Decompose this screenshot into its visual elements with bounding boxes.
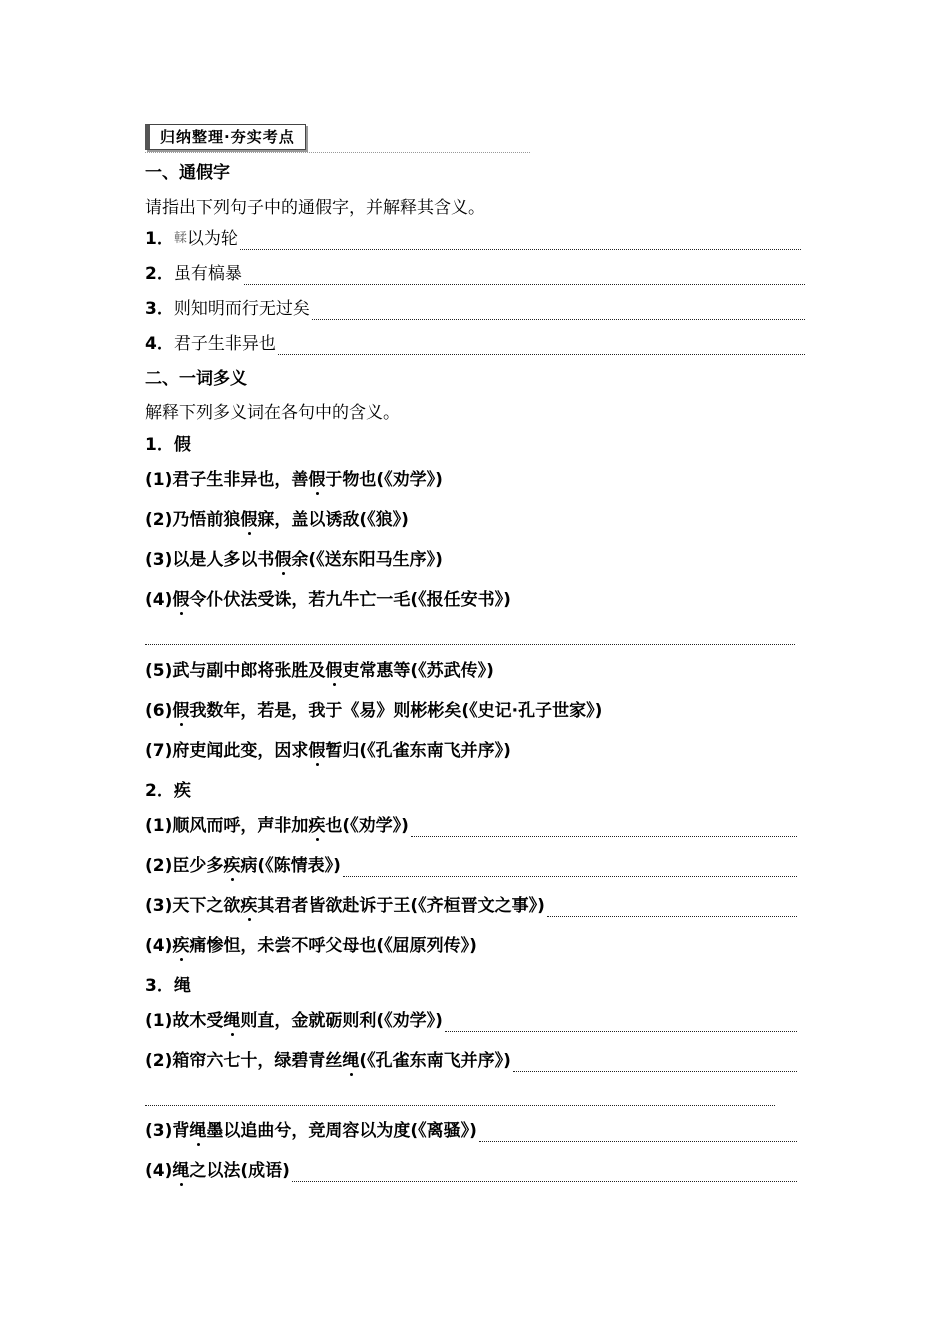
question-line: 3． 则知明而行无过矣 bbox=[145, 298, 805, 320]
sentence-item: (5)武与副中郎将张胜及 假 吏常惠等(《苏武传》) bbox=[145, 661, 494, 681]
word-group-title: 1．假 bbox=[145, 435, 191, 455]
key-word: 疾 bbox=[240, 896, 258, 916]
key-word: 疾 bbox=[308, 816, 326, 836]
key-word: 绳 bbox=[172, 1161, 190, 1181]
section-heading-tongjiazi: 一、通假字 bbox=[145, 163, 230, 183]
answer-blank[interactable] bbox=[343, 862, 797, 877]
answer-blank[interactable] bbox=[513, 1057, 797, 1072]
answer-blank[interactable] bbox=[312, 305, 805, 320]
key-word: 假 bbox=[274, 550, 292, 570]
section-heading-yiciduoyi: 二、一词多义 bbox=[145, 369, 247, 389]
instruction-yiciduoyi: 解释下列多义词在各句中的含义。 bbox=[145, 403, 400, 423]
sentence-item: (6) 假 我数年，若是，我于《易》则彬彬矣(《史记·孔子世家》) bbox=[145, 701, 603, 721]
answer-blank[interactable] bbox=[240, 235, 801, 250]
key-word: 假 bbox=[325, 661, 343, 681]
key-word: 假 bbox=[308, 741, 326, 761]
sentence-item: (3)以是人多以书 假 余(《送东阳马生序》) bbox=[145, 550, 443, 570]
key-word: 绳 bbox=[223, 1011, 241, 1031]
answer-blank[interactable] bbox=[445, 1017, 797, 1032]
sentence-item: (1)故木受 绳 则直，金就砺则利(《劝学》) bbox=[145, 1010, 797, 1032]
answer-blank[interactable] bbox=[411, 822, 797, 837]
sentence-item: (1)顺风而呼，声非加 疾 也(《劝学》) bbox=[145, 815, 797, 837]
question-line: 2． 虽有槁暴 bbox=[145, 263, 805, 285]
question-line: 4． 君子生非异也 bbox=[145, 333, 805, 355]
key-word: 绳 bbox=[342, 1051, 360, 1071]
key-word: 绳 bbox=[189, 1121, 207, 1141]
sentence-item: (2)乃悟前狼 假 寐，盖以诱敌(《狼》) bbox=[145, 510, 409, 530]
key-word: 假 bbox=[308, 470, 326, 490]
sentence-item: (2)箱帘六七十，绿碧青丝 绳 (《孔雀东南飞并序》) bbox=[145, 1050, 797, 1072]
instruction-tongjiazi: 请指出下列句子中的通假字，并解释其含义。 bbox=[145, 198, 485, 218]
question-line: 1． 輮 以为轮 bbox=[145, 228, 801, 250]
answer-blank[interactable] bbox=[244, 270, 805, 285]
answer-blank-line[interactable] bbox=[145, 1105, 775, 1106]
sentence-item: (3)背 绳 墨以追曲兮，竞周容以为度(《离骚》) bbox=[145, 1120, 797, 1142]
sentence-item: (1)君子生非异也，善 假 于物也(《劝学》) bbox=[145, 470, 443, 490]
word-group-title: 3．绳 bbox=[145, 976, 191, 996]
sentence-item: (3)天下之欲 疾 其君者皆欲赴诉于王(《齐桓晋文之事》) bbox=[145, 895, 797, 917]
sentence-item: (4) 疾 痛惨怛，未尝不呼父母也(《屈原列传》) bbox=[145, 936, 477, 956]
section-banner bbox=[145, 124, 530, 154]
answer-blank[interactable] bbox=[479, 1127, 797, 1142]
key-word: 假 bbox=[172, 590, 190, 610]
answer-blank[interactable] bbox=[278, 340, 805, 355]
key-word: 疾 bbox=[223, 856, 241, 876]
sentence-item: (4) 假 令仆伏法受诛，若九牛亡一毛(《报任安书》) bbox=[145, 590, 511, 610]
sentence-item: (2)臣少多 疾 病(《陈情表》) bbox=[145, 855, 797, 877]
key-word: 假 bbox=[172, 701, 190, 721]
sentence-item: (7)府吏闻此变，因求 假 暂归(《孔雀东南飞并序》) bbox=[145, 741, 511, 761]
answer-blank[interactable] bbox=[547, 902, 797, 917]
answer-blank[interactable] bbox=[292, 1167, 797, 1182]
rare-character: 輮 bbox=[173, 231, 187, 246]
banner-dotted-rule bbox=[145, 152, 530, 153]
section-banner-label: 归纳整理·夯实考点 bbox=[145, 124, 306, 150]
key-word: 疾 bbox=[172, 936, 190, 956]
sentence-item: (4) 绳 之以法(成语) bbox=[145, 1160, 797, 1182]
word-group-title: 2．疾 bbox=[145, 781, 191, 801]
answer-blank-line[interactable] bbox=[145, 644, 795, 645]
key-word: 假 bbox=[240, 510, 258, 530]
